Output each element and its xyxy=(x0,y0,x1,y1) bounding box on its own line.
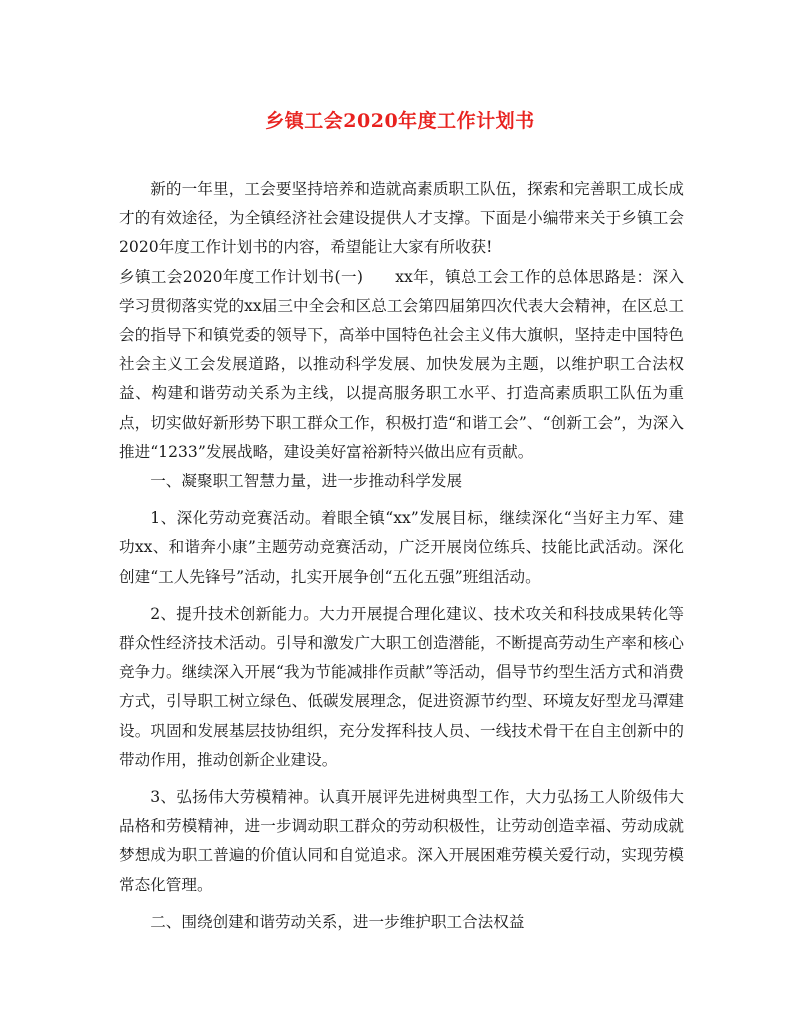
item-paragraph-1: 1、深化劳动竞赛活动。着眼全镇“xx”发展目标，继续深化“当好主力军、建功xx、和谐奔小康”主题劳动竞赛活动，广泛开展岗位练兵、技能比武活动。深化创建“工人先锋号”活动，扎实开展争创“五化五强”班组活动。 xyxy=(119,509,684,586)
intro-paragraph: 新的一年里，工会要坚持培养和造就高素质职工队伍，探索和完善职工成长成才的有效途径，为全镇经济社会建设提供人才支撑。下面是小编带来关于乡镇工会2020年度工作计划书的内容，希望能让大家有所收获! xyxy=(119,180,684,257)
item-paragraph-3: 3、弘扬伟大劳模精神。认真开展评先进树典型工作，大力弘扬工人阶级伟大品格和劳模精神，进一步调动职工群众的劳动积极性，让劳动创造幸福、劳动成就梦想成为职工普遍的价值认同和自觉追求。深入开展困难劳模关爱行动，实现劳模常态化管理。 xyxy=(119,788,684,894)
section-heading-2: 二、围绕创建和谐劳动关系，进一步维护职工合法权益 xyxy=(150,912,525,931)
plan-overview-paragraph: 乡镇工会2020年度工作计划书(一) xx年，镇总工会工作的总体思路是：深入学习贯彻落实党的xx届三中全会和区总工会第四届第四次代表大会精神，在区总工会的指导下和镇党委的领导下，高举中国特色社会主义伟大旗帜，坚持走中国特色社会主义工会发展道路，以推动科学发展、加快发展为主题，以维护职工合法权益、构建和谐劳动关系为主线，以提高服务职工水平、打造高素质职工队伍为重点，切实做好新形势下职工群众工作，积极打造“和谐工会”、“创新工会”，为深入推进“1233”发展战略，建设美好富裕新特兴做出应有贡献。 xyxy=(119,267,684,461)
item-paragraph-2: 2、提升技术创新能力。大力开展提合理化建议、技术攻关和科技成果转化等群众性经济技术活动。引导和激发广大职工创造潜能，不断提高劳动生产率和核心竞争力。继续深入开展“我为节能减排作贡献”等活动，倡导节约型生活方式和消费方式，引导职工树立绿色、低碳发展理念，促进资源节约型、环境友好型龙马潭建设。巩固和发展基层技协组织，充分发挥科技人员、一线技术骨干在自主创新中的带动作用，推动创新企业建设。 xyxy=(119,604,684,769)
document-body xyxy=(119,175,684,937)
document-title: 乡镇工会2020年度工作计划书 xyxy=(265,110,535,132)
section-heading-1: 一、凝聚职工智慧力量，进一步推动科学发展 xyxy=(150,472,463,491)
